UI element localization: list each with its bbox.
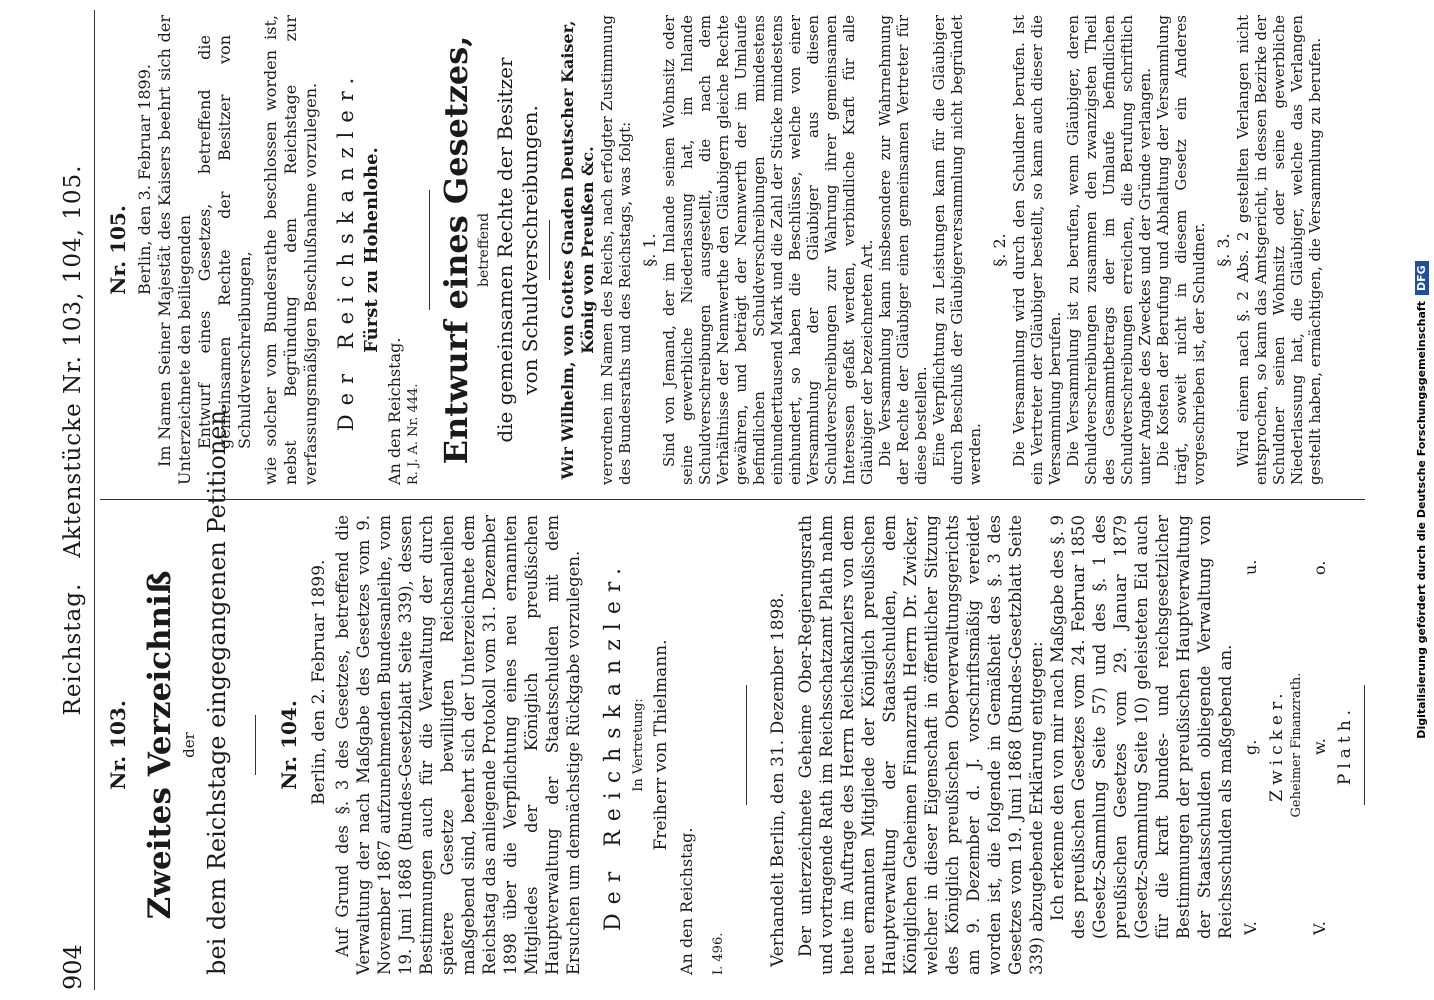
signer-zwicker-title: Geheimer Finanzrath. <box>1289 672 1304 818</box>
dfg-logo: DFG <box>1415 261 1429 295</box>
entwurf-subject: die gemeinsamen Rechte der Besitzer von Schuldverschreibungen. <box>493 57 542 443</box>
nr104-ref: I. 496. <box>711 932 726 975</box>
nr105-dateline: Berlin, den 3. Februar 1899. <box>135 63 154 295</box>
s2-para2: Die Versammlung ist zu berufen, wenn Gläubiger, deren Schuldverschreibungen zusammen den zwanzigsten Theil des Gesammtbetrags der im Umlaufe befindlichen Schuldverschreibungen erreichen, die Berufung schriftlich unter Angabe des Zweckes und der Gründe verlangen. <box>1064 15 1154 485</box>
separator <box>255 715 256 775</box>
s1-para1: Sind von Jemand, der im Inlande seinen Wohnsitz oder seine gewerbliche Niederlassung hat, im Inlande Schuldverschreibungen ausgestellt, die nach dem Verhältnisse der Nennwerthe den Gläubigern gleiche Rechte gewähren, und beträgt der Nennwerth der im Umlaufe befindlichen Schuldverschreibungen mindestens einhunderttausend Mark und die Zahl der Stücke mindestens einhundert, so haben die Beschlüsse, welche von einer Versammlung der Gläubiger aus diesen Schuldverschreibungen zur Wahrung ihrer gemeinsamen Interessen gefaßt werden, verbindliche Kraft für alle Gläubiger der bezeichneten Art. <box>660 15 876 485</box>
vwo-w: w. <box>1310 738 1329 755</box>
vgu-u: u. <box>1241 559 1260 575</box>
s1-heading: §. 1. <box>640 233 659 267</box>
digitization-note <box>1410 0 1434 1000</box>
s2-para3: Die Kosten der Berufung und Abhaltung der Versammlung trägt, soweit nicht in diesem Gesetz ein Anderes vorgeschrieben ist, der Schuldner. <box>1154 15 1208 485</box>
dfg-note-text: Digitalisierung gefördert durch die Deutsche Forschungsgemeinschaft <box>1415 301 1428 739</box>
entwurf-betreffend: betreffend <box>476 212 492 288</box>
nr105-bill-title: Entwurf eines Gesetzes, betreffend die gemeinsamen Rechte der Besitzer von Schuldverschreibungen, <box>195 35 254 449</box>
s3-heading: §. 3. <box>1214 233 1233 267</box>
nr105-outro: wie solcher vom Bundesrathe beschlossen worden ist, nebst Begründung dem Reichstage zur verfassungsmäßigen Beschlußnahme vorzulegen. <box>261 15 320 485</box>
nr105-intro: Im Namen Seiner Majestät des Kaisers beehrt sich der Unterzeichnete den beiliegenden <box>155 15 194 485</box>
entwurf-title: Entwurf eines Gesetzes, <box>437 35 475 465</box>
nr103-title: Zweites Verzeichniß <box>142 570 178 920</box>
s2-heading: §. 2. <box>990 233 1009 267</box>
nr104-addressee: An den Reichstag. <box>677 827 696 975</box>
column-divider <box>100 499 1365 500</box>
separator <box>549 220 550 280</box>
protocol-vgu <box>1236 515 1266 975</box>
signer-zwicker: Zwicker. <box>1267 688 1287 802</box>
nr105-ref: R. J. A. Nr. 444. <box>406 383 421 485</box>
signer-plath: Plath. <box>1335 704 1355 786</box>
s1-para3: Eine Verpflichtung zu Leistungen kann für die Gläubiger durch Beschluß der Gläubigerversammlung nicht begründet werden. <box>930 15 984 485</box>
nr104-dateline: Berlin, den 2. Februar 1899. <box>309 559 329 805</box>
separator <box>746 685 747 805</box>
s3-para1: Wird einem nach §. 2 Abs. 2 gestellten Verlangen nicht entsprochen, so kann das Amtsgericht, in dessen Bezirke der Schuldner seinen Wohnsitz oder seine gewerbliche Niederlassung hat, die Gläubiger, welche das Verlangen gestellt haben, ermächtigen, die Versammlung zu berufen. <box>1234 15 1324 485</box>
separator <box>429 190 430 310</box>
vgu-v: V. <box>1241 921 1260 935</box>
s2-para1: Die Versammlung wird durch den Schuldner berufen. Ist ein Vertreter der Gläubiger bestellt, so kann auch dieser die Versammlung berufen. <box>1010 15 1064 485</box>
separator <box>1364 685 1365 805</box>
nr104-body: Auf Grund des §. 3 des Gesetzes, betreffend die Verwaltung der nach Maßgabe des Gesetzes vom 9. November 1867 aufzunehmenden Bundesanleihe, vom 19. Juni 1868 (Bundes-Gesetzblatt Seite 339), dessen Bestimmungen auch für die Verwaltung der durch spätere Gesetze bewilligten Reichsanleihen maßgebend sind, beehrt sich der Unterzeichnete dem Reichstag das anliegende Protokoll vom 31. Dezember 1898 über die Verpflichtung eines neu ernannten Mitgliedes der Königlich preußischen Hauptverwaltung der Staatsschulden mit dem Ersuchen um demnächstige Rückgabe vorzulegen. <box>333 515 583 975</box>
vgu-g: g. <box>1241 739 1260 755</box>
nr103-heading: Nr. 103. <box>106 700 130 790</box>
nr103-subtitle: bei dem Reichstage eingegangenen Petitionen. <box>203 402 231 975</box>
nr103-der: der <box>180 732 198 758</box>
s1-para2: Die Versammlung kann insbesondere zur Wahrnehmung der Rechte der Gläubiger einen gemeinsamen Vertreter für diese bestellen. <box>876 15 930 485</box>
protocol-vwo <box>1306 515 1334 975</box>
nr105-addressee: An den Reichstag. <box>385 337 404 485</box>
nr105-heading: Nr. 105. <box>106 205 130 295</box>
protocol-para2: Ich erkenne den von mir nach Maßgabe des §. 9 des preußischen Gesetzes vom 24. Februar 1850 (Gesetz-Sammlung Seite 57) und des §. 1 des preußischen Gesetzes vom 29. Januar 1879 (Gesetz-Sammlung Seite 10) geleisteten Eid auch für die kraft bundes- und reichsgesetzlicher Bestimmungen der preußischen Hauptverwaltung der Staatsschulden obliegende Verwaltung von Reichsschulden als maßgebend an. <box>1048 515 1235 939</box>
protocol-para1: Der unterzeichnete Geheime Ober-Regierungsrath und vortragende Rath im Reichsschatzamt Plath nahm heute im Auftrage des Herrn Reichskanzlers von dem neu ernannten Mitgliede der Königlich preußischen Hauptverwaltung der Staatsschulden, dem Königlichen Geheimen Finanzrath Herrn Dr. Zwicker, welcher in dieser Eigenschaft in öffentlicher Sitzung des Königlich preußischen Oberverwaltungsgerichts am 9. Dezember d. J. vorschriftsmäßig vereidet worden ist, die folgende in Gemäßheit des §. 3 des Gesetzes vom 19. Juni 1868 (Bundes-Gesetzblatt Seite 339) abzugebende Erklärung entgegen: <box>796 515 1046 975</box>
vwo-v: V. <box>1310 921 1329 935</box>
preamble: verordnen im Namen des Reichs, nach erfolgter Zustimmung des Bundesraths und des Reichstags, was folgt: <box>598 15 634 485</box>
running-title: Reichstag. Aktenstücke Nr. 103, 104, 105. <box>60 164 86 716</box>
nr104-sender: Der Reichskanzler. <box>601 559 626 931</box>
right-column <box>100 15 1324 485</box>
page-number: 904 <box>59 944 87 990</box>
preamble-bold: Wir Wilhelm, von Gottes Gnaden Deutscher Kaiser, König von Preußen &c. <box>558 20 597 480</box>
vwo-o: o. <box>1310 560 1329 575</box>
nr105-sender: Der Reichskanzler. <box>334 68 358 432</box>
protocol-dateline: Verhandelt Berlin, den 31. Dezember 1898. <box>768 592 788 967</box>
nr104-heading: Nr. 104. <box>277 700 301 790</box>
nr105-signer: Fürst zu Hohenlohe. <box>361 147 382 353</box>
nr104-in-vertretung: In Vertretung: <box>631 698 646 792</box>
nr104-signer: Freiherr von Thielmann. <box>651 639 671 851</box>
header-rule <box>94 10 95 990</box>
digitization-sidebar <box>1410 0 1434 1000</box>
